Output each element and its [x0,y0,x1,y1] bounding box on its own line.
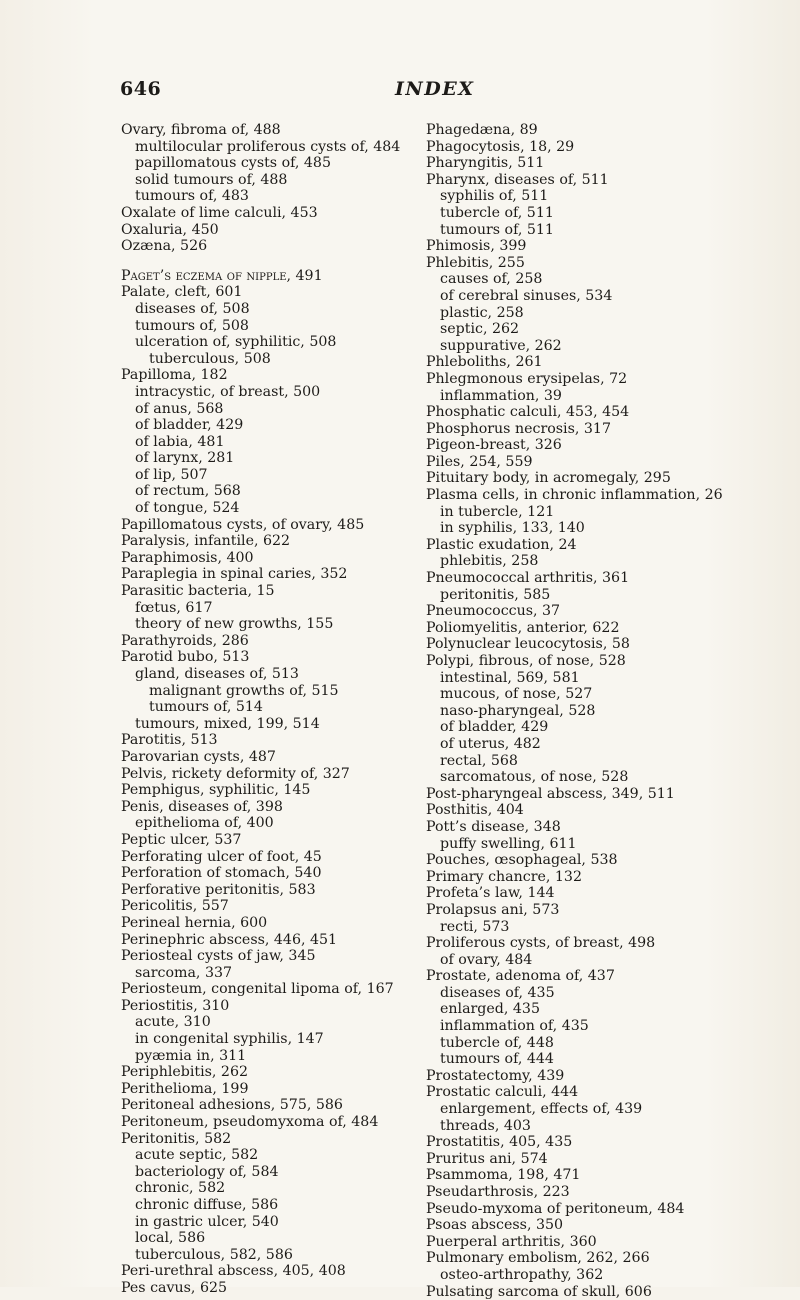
index-entry: Pemphigus, syphilitic, 145 [121,782,311,799]
index-entry: of rectum, 568 [135,483,241,500]
index-entry: Peritoneal adhesions, 575, 586 [121,1097,343,1114]
index-entry [121,268,421,285]
index-entry: Pott’s disease, 348 [426,818,561,835]
index-entry: Phosphorus necrosis, 317 [426,420,611,437]
index-entry: of lip, 507 [135,466,208,483]
index-entry: diseases of, 508 [135,300,250,317]
index-column-right [426,122,796,1300]
index-entry: tumours of, 511 [440,221,554,238]
index-entry: Pharynx, diseases of, 511 [426,171,609,188]
index-entry: tubercle of, 448 [440,1034,554,1051]
index-entry: Parotid bubo, 513 [121,649,250,666]
index-entry: Periphlebitis, 262 [121,1064,249,1081]
index-entry: of bladder, 429 [440,719,549,736]
index-entry: acute, 310 [135,1014,211,1031]
index-entry: in tubercle, 121 [440,503,555,520]
index-entry: Peptic ulcer, 537 [121,831,242,848]
index-entry: Pouches, œsophageal, 538 [426,852,618,869]
index-entry: bacteriology of, 584 [135,1163,279,1180]
index-entry: peritonitis, 585 [440,586,551,603]
index-entry: Ozæna, 526 [121,238,208,255]
index-entry: local, 586 [135,1230,206,1247]
index-entry: malignant growths of, 515 [149,682,339,699]
index-entry: multilocular proliferous cysts of, 484 [135,138,401,155]
index-entry: Pseudarthrosis, 223 [426,1184,570,1200]
index-entry: Phosphatic calculi, 453, 454 [426,404,630,421]
index-entry: threads, 403 [440,1117,531,1134]
index-entry: tuberculous, 508 [149,350,271,367]
index-entry: Paraplegia in spinal caries, 352 [121,566,348,583]
index-entry: Parovarian cysts, 487 [121,748,276,765]
index-entry: chronic diffuse, 586 [135,1197,279,1213]
page-header [0,78,800,108]
index-entry: osteo-arthropathy, 362 [440,1266,604,1283]
index-entry: Penis, diseases of, 398 [121,798,283,815]
index-entry: Peritonitis, 582 [121,1130,232,1147]
index-entry: of uterus, 482 [440,735,541,752]
index-entry: Parasitic bacteria, 15 [121,583,275,600]
index-entry: Pulmonary embolism, 262, 266 [426,1250,650,1267]
index-entry: Paraphimosis, 400 [121,549,254,566]
index-entry: Pituitary body, in acromegaly, 295 [426,470,671,487]
index-entry: Plasma cells, in chronic inflammation, 26 [426,487,723,504]
index-entry: Oxaluria, 450 [121,221,219,238]
page-number: 646 [120,78,162,100]
index-entry: of labia, 481 [135,433,225,450]
index-entry: Phagedæna, 89 [426,122,538,138]
index-entry: of larynx, 281 [135,450,235,467]
index-entry: Primary chancre, 132 [426,868,582,885]
index-entry: Piles, 254, 559 [426,453,533,470]
index-entry: Pneumococcus, 37 [426,603,561,620]
index-entry: Pruritus ani, 574 [426,1150,548,1167]
index-entry: Plastic exudation, 24 [426,536,577,553]
index-entry: Phlegmonous erysipelas, 72 [426,370,628,387]
index-entry: inflammation of, 435 [440,1018,589,1035]
index-entry: enlarged, 435 [440,1001,540,1018]
index-entry: Perithelioma, 199 [121,1080,249,1097]
index-entry: Phimosis, 399 [426,238,527,255]
index-entry: Phleboliths, 261 [426,354,543,371]
index-entry: Perforative peritonitis, 583 [121,881,316,898]
index-entry: Prolapsus ani, 573 [426,901,560,918]
index-entry: mucous, of nose, 527 [440,686,593,703]
index-entry: tubercle of, 511 [440,204,554,221]
index-entry: puffy swelling, 611 [440,835,577,852]
index-entry: Puerperal arthritis, 360 [426,1233,597,1250]
index-entry: Periosteal cysts of jaw, 345 [121,948,316,965]
index-entry: rectal, 568 [440,752,518,769]
index-entry: of anus, 568 [135,400,224,417]
index-entry: Pericolitis, 557 [121,898,229,915]
index-entry: septic, 262 [440,321,520,338]
index-entry: suppurative, 262 [440,337,562,354]
index-entry: Paralysis, infantile, 622 [121,533,291,550]
index-entry: causes of, 258 [440,271,543,288]
index-entry: intestinal, 569, 581 [440,669,580,686]
index-entry: of ovary, 484 [440,951,533,968]
index-entry: Pigeon-breast, 326 [426,437,562,454]
index-entry: Polynuclear leucocytosis, 58 [426,636,630,653]
index-entry: in syphilis, 133, 140 [440,520,585,537]
index-entry: plastic, 258 [440,304,524,321]
index-entry: tumours of, 514 [149,699,263,716]
index-entry: Perforating ulcer of foot, 45 [121,848,322,865]
index-entry: Prostate, adenoma of, 437 [426,968,615,985]
index-entry: sarcomatous, of nose, 528 [440,769,629,786]
index-entry: ulceration of, syphilitic, 508 [135,334,337,351]
index-entry: Periostitis, 310 [121,997,230,1014]
index-entry: acute septic, 582 [135,1147,259,1164]
index-entry: Papilloma, 182 [121,367,228,384]
index-entry: theory of new growths, 155 [135,616,334,633]
index-entry: Posthitis, 404 [426,802,524,819]
index-entry: enlargement, effects of, 439 [440,1101,643,1118]
index-entry: Peri-urethral abscess, 405, 408 [121,1263,346,1280]
index-entry: Periosteum, congenital lipoma of, 167 [121,981,394,998]
index-entry: Psoas abscess, 350 [426,1217,564,1234]
index-entry: Prostatectomy, 439 [426,1067,565,1084]
index-entry: chronic, 582 [135,1180,226,1197]
index-entry: in gastric ulcer, 540 [135,1213,279,1230]
index-entry: naso-pharyngeal, 528 [440,702,596,719]
index-entry: Perineal hernia, 600 [121,914,268,931]
index-entry: inflammation, 39 [440,387,562,404]
index-entry: Parathyroids, 286 [121,632,249,649]
index-entry: Oxalate of lime calculi, 453 [121,204,318,221]
index-entry: Peritoneum, pseudomyxoma of, 484 [121,1114,379,1131]
index-entry: Pes cavus, 625 [121,1279,228,1296]
index-entry: of bladder, 429 [135,417,244,434]
index-entry: Polypi, fibrous, of nose, 528 [426,653,626,669]
index-entry: diseases of, 435 [440,984,555,1001]
index-entry: Papillomatous cysts, of ovary, 485 [121,516,365,533]
index-entry: Pseudo-myxoma of peritoneum, 484 [426,1200,685,1217]
index-entry: Pulsating sarcoma of skull, 606 [426,1283,652,1300]
index-entry: Parotitis, 513 [121,732,218,749]
index-entry-smallcaps: Paget’s eczema of nipple, 491 [121,267,323,284]
index-entry: of tongue, 524 [135,500,240,517]
index-entry: Prostatic calculi, 444 [426,1084,579,1101]
index-entry: tumours of, 444 [440,1051,554,1068]
index-entry: tumours of, 483 [135,188,249,205]
index-entry: epithelioma of, 400 [135,815,274,832]
index-entry: intracystic, of breast, 500 [135,383,321,400]
index-entry: Proliferous cysts, of breast, 498 [426,935,656,952]
index-entry: tumours of, 508 [135,317,249,334]
index-entry: Phagocytosis, 18, 29 [426,138,575,155]
index-entry: sarcoma, 337 [135,964,233,981]
index-entry: Post-pharyngeal abscess, 349, 511 [426,785,675,802]
index-entry: syphilis of, 511 [440,188,549,205]
index-entry: recti, 573 [440,918,510,935]
index-entry: papillomatous cysts of, 485 [135,155,331,172]
index-entry: Psammoma, 198, 471 [426,1167,581,1184]
index-entry: Phlebitis, 255 [426,254,525,271]
index-entry: Perinephric abscess, 446, 451 [121,931,338,948]
index-entry: Ovary, fibroma of, 488 [121,122,281,138]
index-entry: tuberculous, 582, 586 [135,1246,293,1263]
index-entry: solid tumours of, 488 [135,171,288,188]
index-column-left [121,122,421,1297]
index-entry: pyæmia in, 311 [135,1047,247,1064]
running-head: INDEX [395,78,475,100]
index-entry: fœtus, 617 [135,599,213,616]
index-entry: of cerebral sinuses, 534 [440,287,613,304]
index-entry: Pneumococcal arthritis, 361 [426,570,630,587]
index-entry: phlebitis, 258 [440,553,539,570]
index-entry: Prostatitis, 405, 435 [426,1134,573,1151]
index-entry: Pelvis, rickety deformity of, 327 [121,765,350,782]
index-entry: gland, diseases of, 513 [135,666,299,682]
index-entry: Profeta’s law, 144 [426,885,555,902]
index-entry: in congenital syphilis, 147 [135,1031,324,1048]
index-entry: Poliomyelitis, anterior, 622 [426,619,620,636]
index-entry: Pharyngitis, 511 [426,155,545,172]
index-entry: tumours, mixed, 199, 514 [135,715,320,732]
index-entry: Perforation of stomach, 540 [121,865,322,882]
index-entry: Palate, cleft, 601 [121,284,243,301]
